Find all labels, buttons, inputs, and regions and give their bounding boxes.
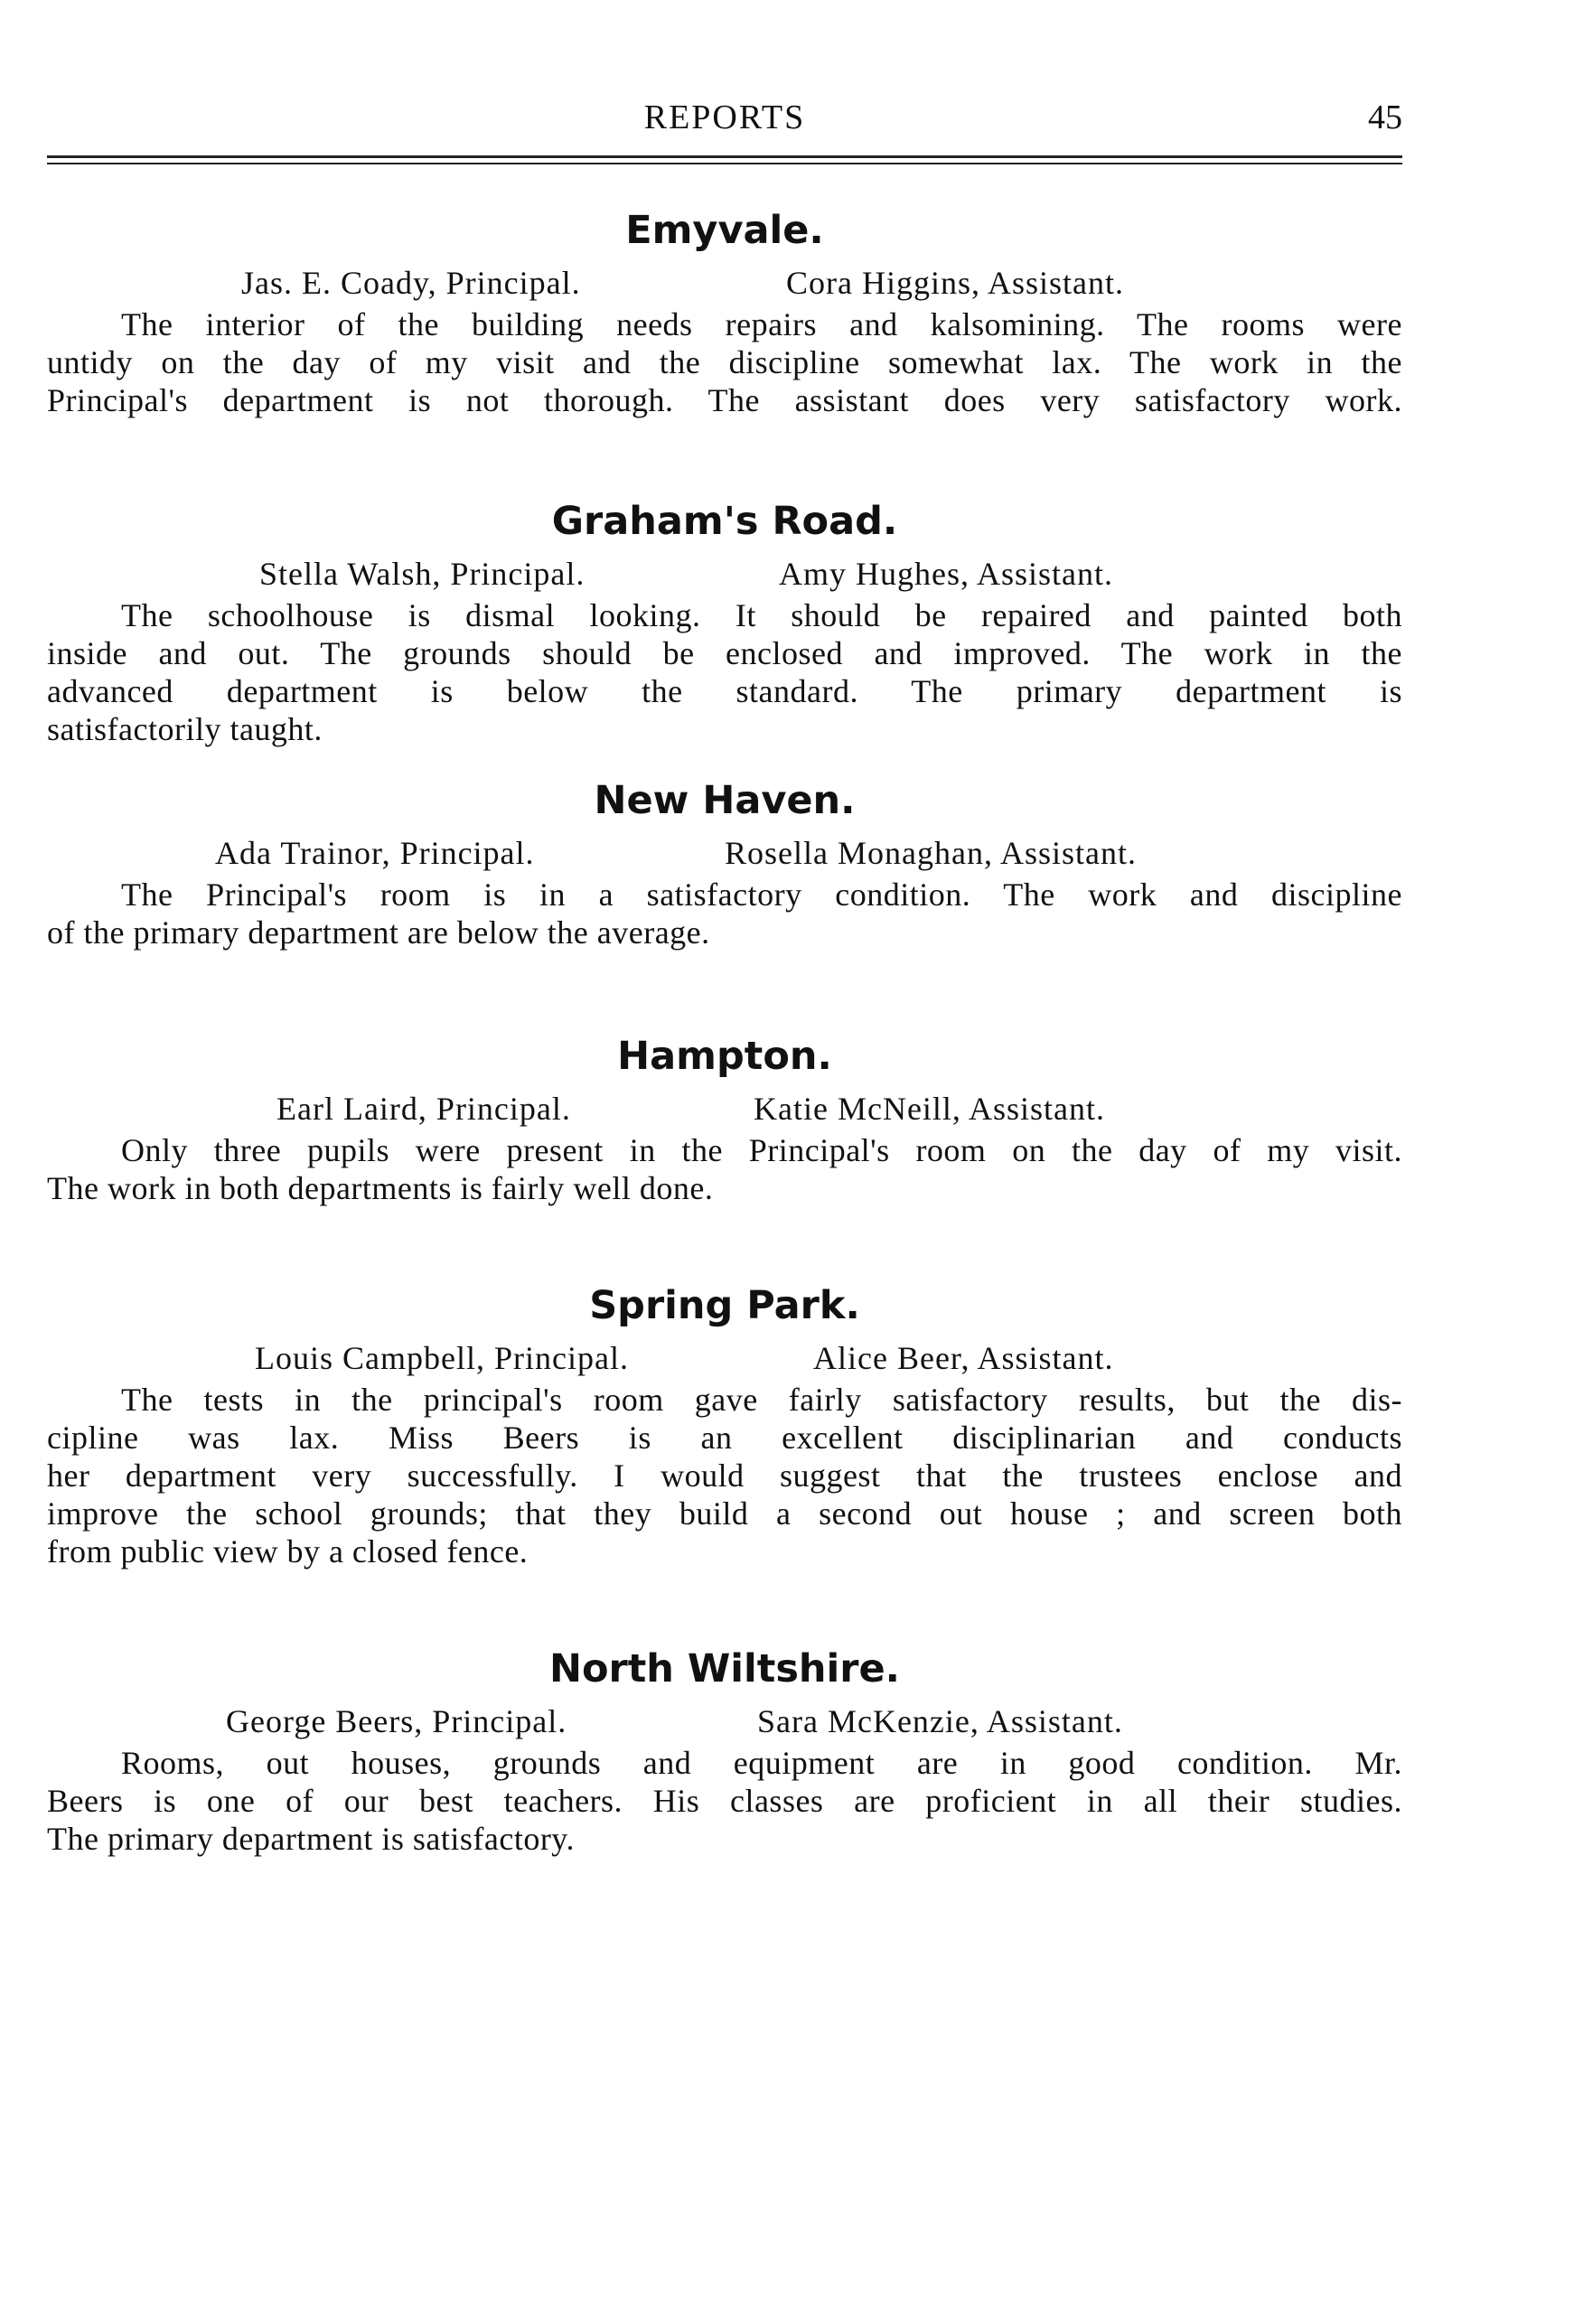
paragraph-line: Rooms, out houses, grounds and equipment are in good condition. Mr. <box>121 1745 1402 1781</box>
staff-line <box>47 548 1402 593</box>
report-section-spring-park <box>47 1279 1402 1572</box>
paragraph-line: The work in both departments is fairly well done. <box>47 1170 714 1206</box>
paragraph-line: satisfactorily taught. <box>47 711 323 747</box>
paragraph-line: The primary department is satisfactory. <box>47 1821 575 1857</box>
paragraph-line: cipline was lax. Miss Beers is an excellent disciplinarian and conducts <box>47 1420 1402 1456</box>
report-section-grahams-road <box>47 495 1402 750</box>
report-section-emyvale <box>47 204 1402 421</box>
principal-name: Earl Laird, Principal. <box>276 1091 571 1127</box>
staff-line <box>47 257 1402 302</box>
principal-name: Stella Walsh, Principal. <box>259 556 586 592</box>
header-rule <box>47 155 1402 158</box>
paragraph-line: The tests in the principal's room gave fairly satisfactory results, but the dis- <box>121 1382 1402 1418</box>
paragraph-line: her department very successfully. I would suggest that the trustees enclose and <box>47 1457 1402 1494</box>
report-paragraph <box>47 1128 1402 1209</box>
section-heading: Graham's Road. <box>551 499 898 544</box>
assistant-name: Cora Higgins, Assistant. <box>786 265 1125 301</box>
staff-line <box>47 1082 1402 1128</box>
staff-line <box>47 1332 1402 1377</box>
principal-name: Louis Campbell, Principal. <box>255 1340 629 1376</box>
paragraph-line: of the primary department are below the average. <box>47 914 710 951</box>
assistant-name: Katie McNeill, Assistant. <box>754 1091 1105 1127</box>
assistant-name: Amy Hughes, Assistant. <box>779 556 1114 592</box>
paragraph-line: advanced department is below the standard. The primary department is <box>47 673 1402 709</box>
paragraph-line: Principal's department is not thorough. The assistant does very satisfactory work. <box>47 382 1402 418</box>
paragraph-line: Only three pupils were present in the Principal's room on the day of my visit. <box>121 1132 1402 1168</box>
section-heading: Hampton. <box>617 1034 832 1079</box>
section-heading: Emyvale. <box>625 208 824 253</box>
report-section-new-haven <box>47 774 1402 953</box>
section-heading: Spring Park. <box>589 1283 860 1328</box>
report-section-north-wiltshire <box>47 1643 1402 1860</box>
report-section-hampton <box>47 1030 1402 1209</box>
report-paragraph <box>47 872 1402 953</box>
paragraph-line: untidy on the day of my visit and the discipline somewhat lax. The work in the <box>47 344 1402 380</box>
page-number: 45 <box>1368 98 1402 136</box>
paragraph-line: improve the school grounds; that they build a second out house ; and screen both <box>47 1495 1402 1532</box>
report-paragraph <box>47 593 1402 750</box>
header-rule-secondary <box>47 163 1402 164</box>
principal-name: Ada Trainor, Principal. <box>215 835 535 871</box>
principal-name: Jas. E. Coady, Principal. <box>241 265 581 301</box>
paragraph-line: Beers is one of our best teachers. His classes are proficient in all their studies. <box>47 1783 1402 1819</box>
section-heading: North Wiltshire. <box>549 1646 900 1691</box>
report-paragraph <box>47 302 1402 421</box>
assistant-name: Rosella Monaghan, Assistant. <box>725 835 1137 871</box>
paragraph-line: from public view by a closed fence. <box>47 1533 529 1570</box>
assistant-name: Alice Beer, Assistant. <box>813 1340 1114 1376</box>
running-header <box>47 98 1402 148</box>
staff-line <box>47 827 1402 872</box>
paragraph-line: The schoolhouse is dismal looking. It should be repaired and painted both <box>121 597 1402 633</box>
section-heading: New Haven. <box>594 778 856 823</box>
staff-line <box>47 1695 1402 1740</box>
report-paragraph <box>47 1740 1402 1860</box>
paragraph-line: The Principal's room is in a satisfactory condition. The work and discipline <box>121 876 1402 913</box>
paragraph-line: The interior of the building needs repairs and kalsomining. The rooms were <box>121 306 1402 342</box>
running-title: REPORTS <box>643 98 806 136</box>
principal-name: George Beers, Principal. <box>226 1703 567 1739</box>
assistant-name: Sara McKenzie, Assistant. <box>757 1703 1123 1739</box>
report-paragraph <box>47 1377 1402 1572</box>
paragraph-line: inside and out. The grounds should be enclosed and improved. The work in the <box>47 635 1402 671</box>
